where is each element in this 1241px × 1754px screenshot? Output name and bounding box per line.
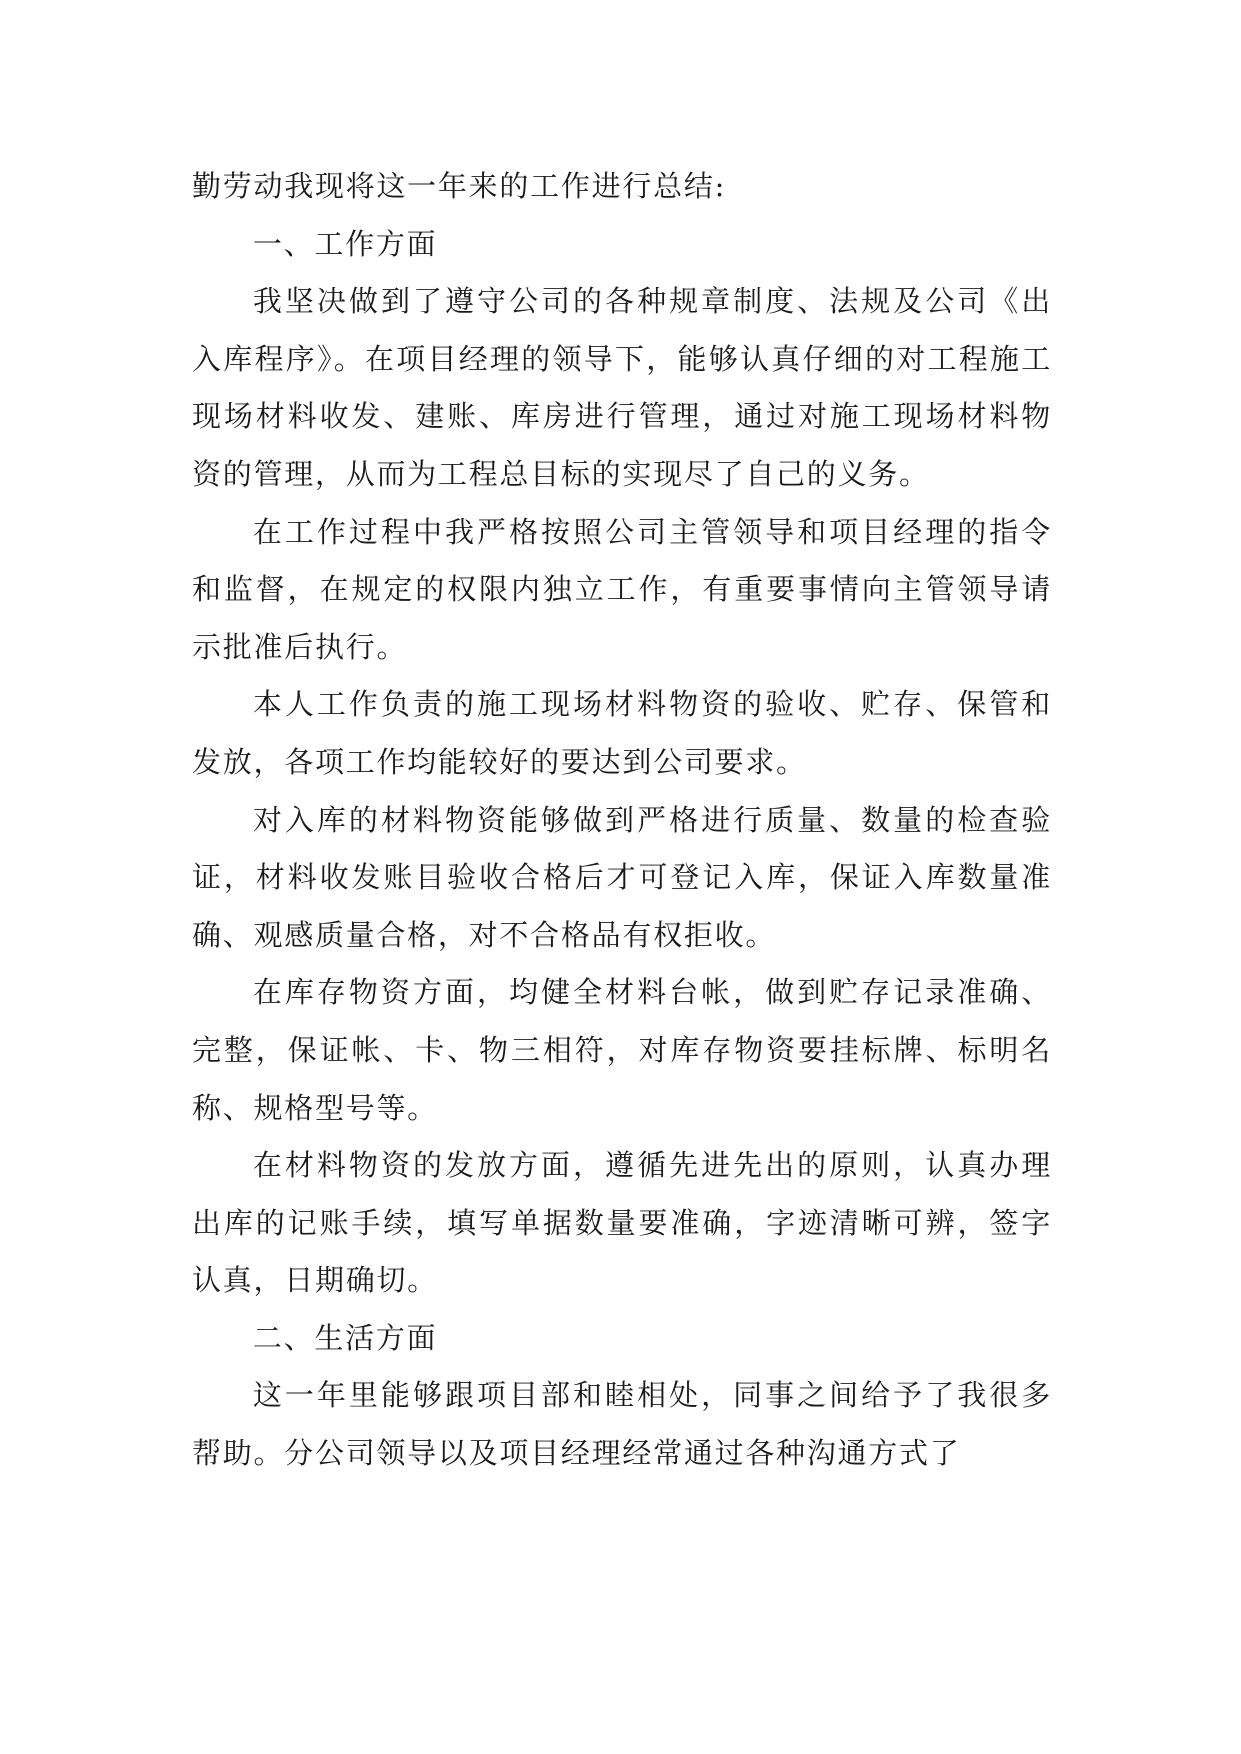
paragraph-team: 这一年里能够跟项目部和睦相处，同事之间给予了我很多帮助。分公司领导以及项目经理经常通过各种沟通方式了: [192, 1378, 1052, 1471]
paragraph-inventory: 在库存物资方面，均健全材料台帐，做到贮存记录准确、完整，保证帐、卡、物三相符，对库存物资要挂标牌、标明名称、规格型号等。: [192, 975, 1052, 1125]
paragraph-responsibility: 本人工作负责的施工现场材料物资的验收、贮存、保管和发放，各项工作均能较好的要达到公司要求。: [192, 687, 1052, 779]
paragraph-outbound: 在材料物资的发放方面，遵循先进先出的原则，认真办理出库的记账手续，填写单据数量要准确，字迹清晰可辨，签字认真，日期确切。: [192, 1148, 1052, 1298]
paragraph-inbound: 对入库的材料物资能够做到严格进行质量、数量的检查验证，材料收发账目验收合格后才可登记入库，保证入库数量准确、观感质量合格，对不合格品有权拒收。: [192, 802, 1052, 952]
section-heading-work: 一、工作方面: [252, 226, 438, 261]
document-body: [192, 158, 1052, 1483]
section-heading-life: 二、生活方面: [252, 1320, 438, 1355]
paragraph-rules: 我坚决做到了遵守公司的各种规章制度、法规及公司《出入库程序》。在项目经理的领导下，能够认真仔细的对工程施工现场材料收发、建账、库房进行管理，通过对施工现场材料物资的管理，从而为工程总目标的实现尽了自己的义务。: [192, 284, 1052, 491]
paragraph-process: 在工作过程中我严格按照公司主管领导和项目经理的指令和监督，在规定的权限内独立工作，有重要事情向主管领导请示批准后执行。: [192, 514, 1052, 664]
paragraph-intro: 勤劳动我现将这一年来的工作进行总结:: [192, 169, 727, 203]
